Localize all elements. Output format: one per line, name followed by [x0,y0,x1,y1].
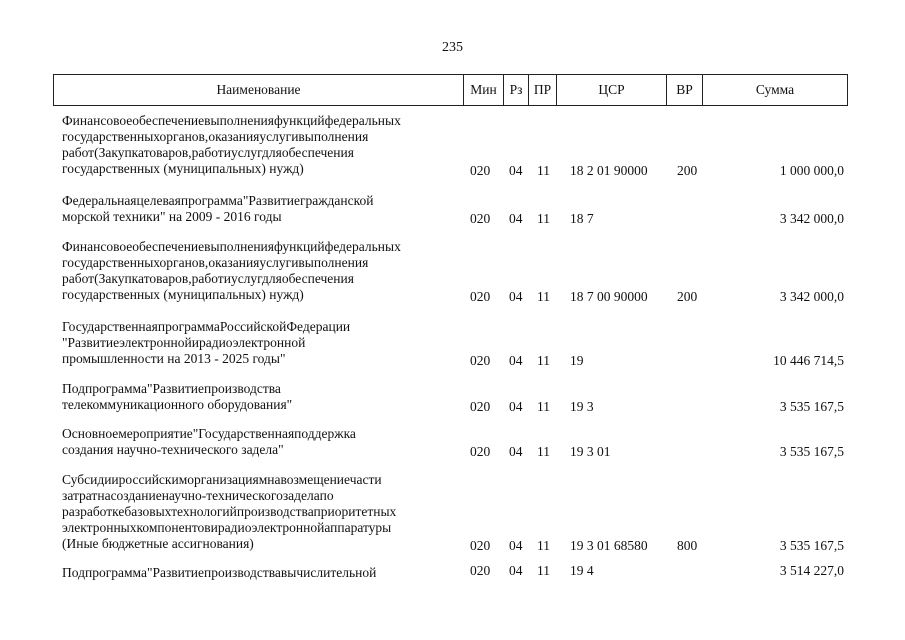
row-min: 020 [470,538,491,553]
name-line: Финансовоеобеспечениевыполненияфункцийфедеральных [62,239,401,254]
header-min: Мин [464,75,504,105]
row-csr: 18 7 [570,211,594,226]
name-line: создания научно-технического задела" [62,442,284,457]
row-sum: 10 446 714,5 [773,353,844,368]
name-line: затратнасозданиенаучно-техническогозаделапо [62,488,334,503]
table-header [53,74,848,106]
row-csr: 18 7 00 90000 [570,289,648,304]
name-line: ГосударственнаяпрограммаРоссийскойФедерации [62,319,351,334]
row-sum: 3 342 000,0 [779,289,844,304]
row-csr: 19 3 [570,399,594,414]
row-pr: 11 [537,211,550,226]
name-line: промышленности на 2013 - 2025 годы" [62,351,286,366]
row-sum: 3 535 167,5 [779,399,844,414]
row-rz: 04 [509,444,523,459]
row-csr: 19 3 01 [570,444,611,459]
row-pr: 11 [537,563,550,578]
name-line: государственныхорганов,оказанияуслугивыполнения [62,255,369,270]
header-pr: ПР [529,75,557,105]
row-min: 020 [470,289,491,304]
row-sum: 1 000 000,0 [779,163,844,178]
row-name [62,565,458,581]
row-pr: 11 [537,399,550,414]
row-csr: 19 3 01 68580 [570,538,648,553]
row-vr: 200 [677,163,698,178]
name-line: государственных (муниципальных) нужд) [62,287,304,302]
row-name [62,239,458,303]
name-line: "Развитиеэлектроннойирадиоэлектронной [62,335,306,350]
name-line: Федеральнаяцелеваяпрограмма"Развитиегражданской [62,193,374,208]
name-line: телекоммуникационного оборудования" [62,397,293,412]
row-rz: 04 [509,563,523,578]
name-line: государственныхорганов,оказанияуслугивыполнения [62,129,369,144]
row-pr: 11 [537,353,550,368]
name-line: электронныхкомпонентовирадиоэлектроннойаппаратуры [62,520,392,535]
row-rz: 04 [509,538,523,553]
header-vr: ВР [667,75,703,105]
row-sum: 3 514 227,0 [779,563,844,578]
name-line: Подпрограмма"Развитиепроизводствавычислительной [62,565,377,580]
name-line: (Иные бюджетные ассигнования) [62,536,254,551]
row-name [62,426,458,458]
row-rz: 04 [509,163,523,178]
name-line: работ(Закупкатоваров,работиуслугдляобеспечения [62,145,354,160]
header-name: Наименование [54,75,464,105]
row-csr: 18 2 01 90000 [570,163,648,178]
row-min: 020 [470,563,491,578]
row-pr: 11 [537,289,550,304]
row-pr: 11 [537,444,550,459]
row-name [62,113,458,177]
row-sum: 3 535 167,5 [779,538,844,553]
header-rz: Рз [504,75,529,105]
row-min: 020 [470,163,491,178]
row-min: 020 [470,211,491,226]
row-min: 020 [470,353,491,368]
row-pr: 11 [537,538,550,553]
name-line: морской техники" на 2009 - 2016 годы [62,209,282,224]
row-rz: 04 [509,211,523,226]
row-min: 020 [470,399,491,414]
name-line: Подпрограмма"Развитиепроизводства [62,381,281,396]
row-csr: 19 [570,353,584,368]
row-vr: 200 [677,289,698,304]
name-line: Основноемероприятие"Государственнаяподдержка [62,426,356,441]
row-rz: 04 [509,289,523,304]
row-rz: 04 [509,399,523,414]
row-name [62,319,458,367]
name-line: Финансовоеобеспечениевыполненияфункцийфедеральных [62,113,401,128]
row-vr: 800 [677,538,698,553]
row-min: 020 [470,444,491,459]
name-line: работ(Закупкатоваров,работиуслугдляобеспечения [62,271,354,286]
row-csr: 19 4 [570,563,594,578]
page-number: 235 [442,40,463,55]
row-name [62,472,458,552]
row-name [62,381,458,413]
row-sum: 3 535 167,5 [779,444,844,459]
name-line: Субсидиироссийскиморганизациямнавозмещениечасти [62,472,382,487]
row-sum: 3 342 000,0 [779,211,844,226]
header-csr: ЦСР [557,75,667,105]
row-name [62,193,458,225]
name-line: разработкебазовыхтехнологийпроизводстваприоритетных [62,504,397,519]
row-pr: 11 [537,163,550,178]
name-line: государственных (муниципальных) нужд) [62,161,304,176]
header-sum: Сумма [755,82,795,97]
row-rz: 04 [509,353,523,368]
